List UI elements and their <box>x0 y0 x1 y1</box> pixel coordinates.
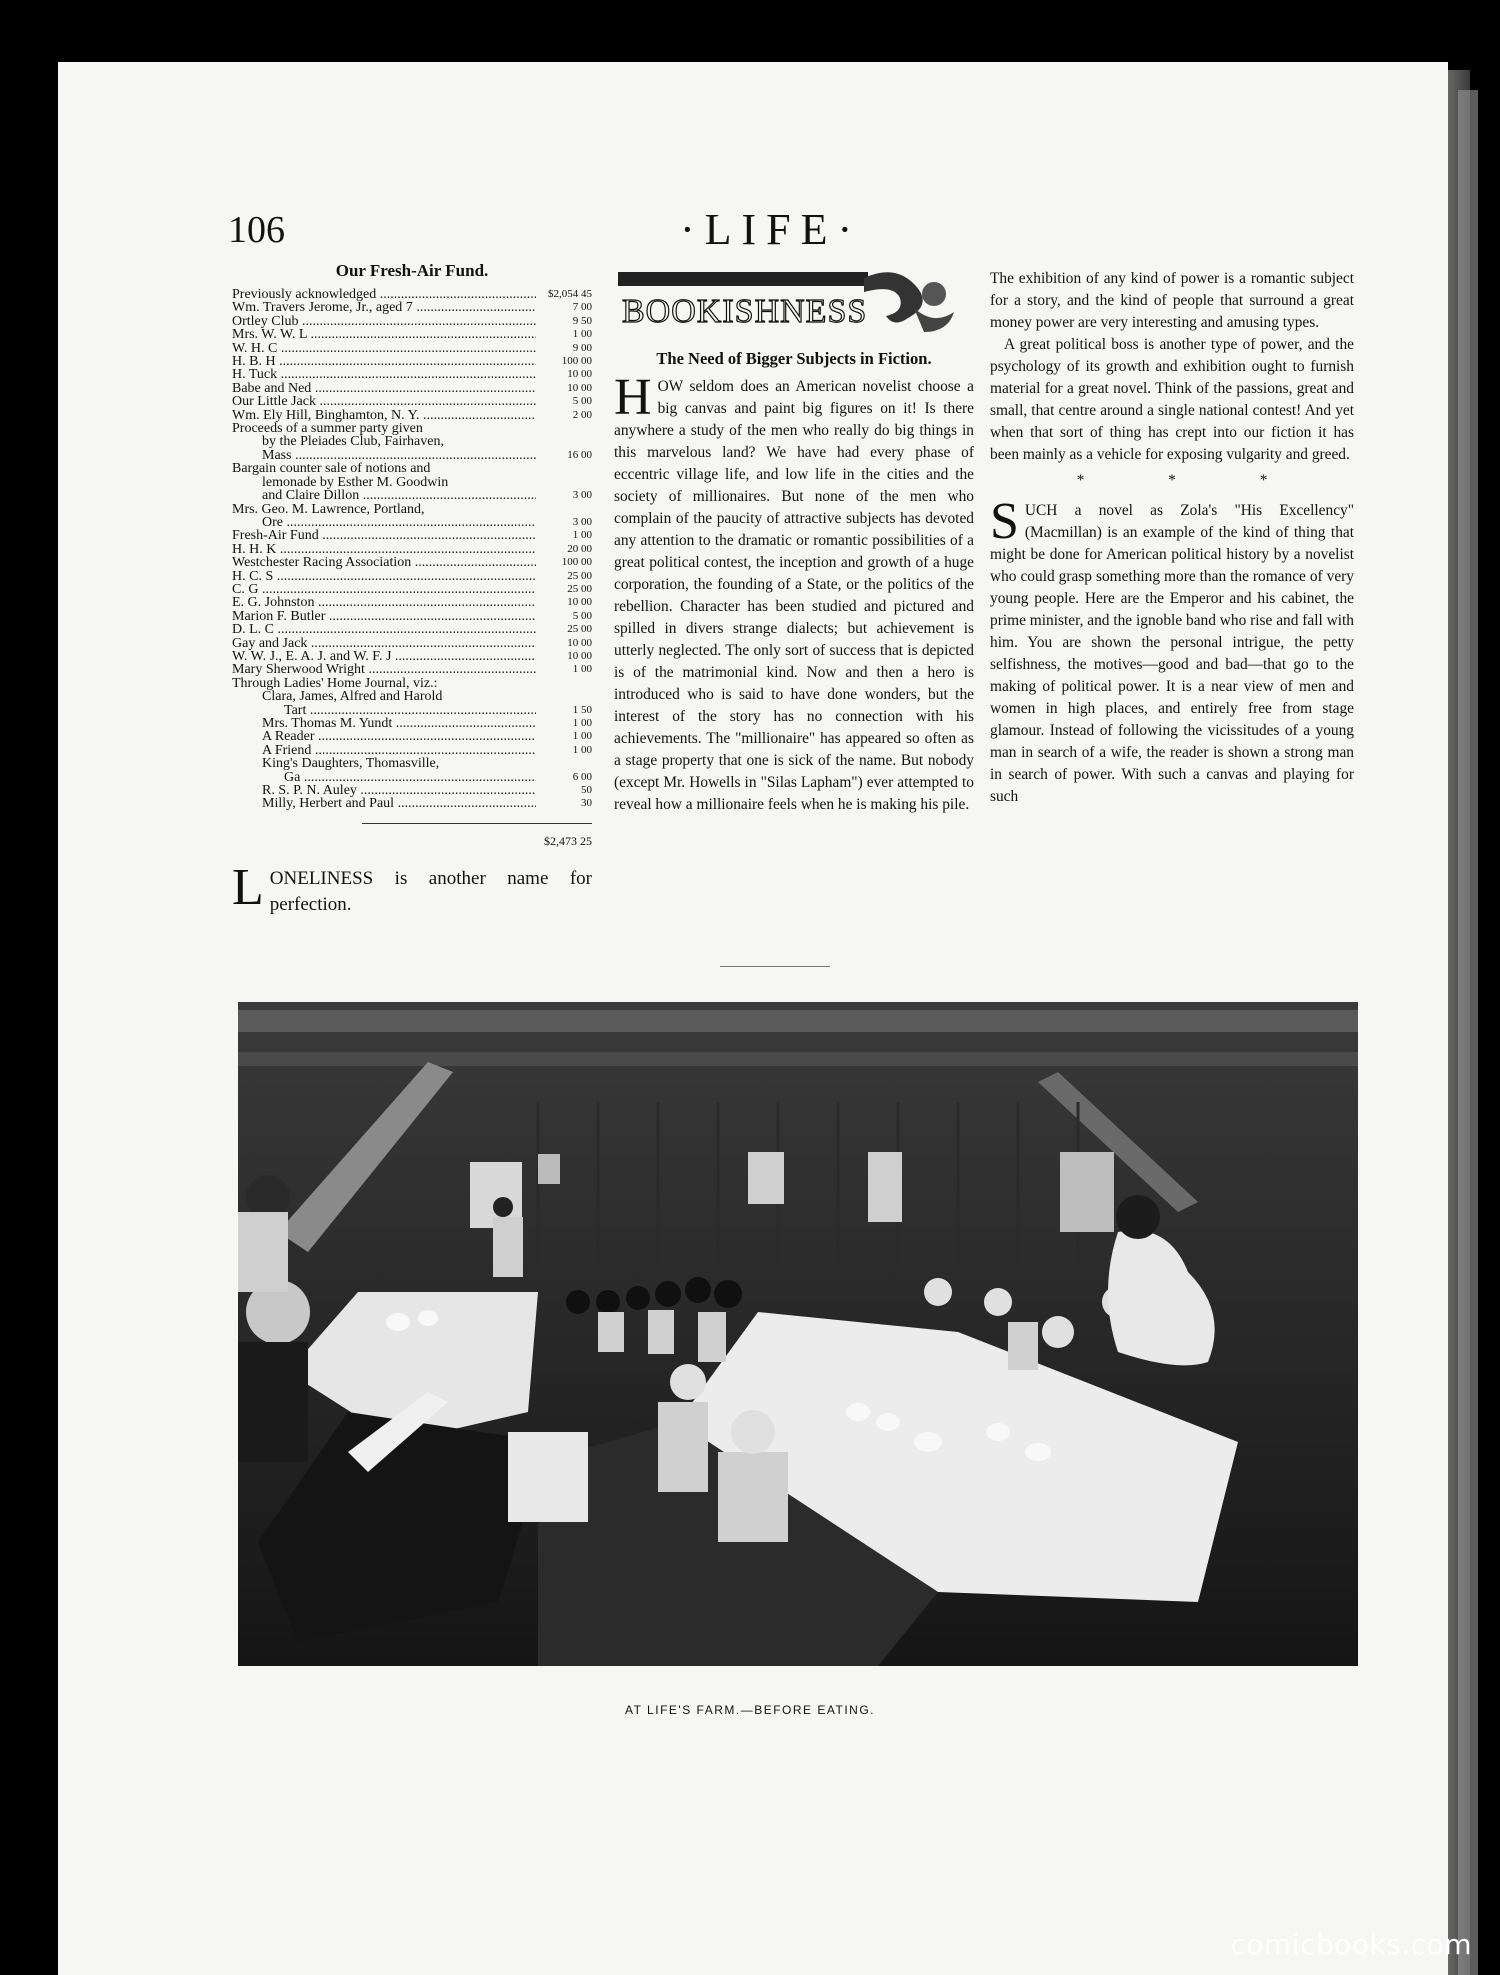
fund-row-amount: 3 00 <box>572 515 592 528</box>
masthead: ·LIFE· <box>680 205 863 254</box>
fund-row-amount: 16 00 <box>567 448 592 461</box>
section-break: * * * <box>1076 472 1308 489</box>
fund-row <box>232 556 592 569</box>
fund-row-name: Westchester Racing Association ..... <box>232 556 536 569</box>
fund-row <box>232 288 592 301</box>
fund-row-amount: 100 00 <box>561 355 592 368</box>
fund-row <box>232 610 592 623</box>
fund-row-name: lemonade by Esther M. Goodwin <box>262 475 449 490</box>
fund-row-amount: 3 00 <box>572 489 592 502</box>
fund-row-amount: 25 00 <box>567 623 592 636</box>
fund-row-name: Milly, Herbert and Paul ..... <box>232 797 536 810</box>
fund-row <box>232 409 592 422</box>
fund-row-amount: 1 00 <box>572 730 592 743</box>
fund-row <box>232 704 592 717</box>
article-title: The Need of Bigger Subjects in Fiction. <box>656 349 932 368</box>
fund-row-amount <box>536 757 592 770</box>
fund-row-name: Mrs. W. W. L ..... <box>232 328 536 341</box>
fund-row <box>232 797 592 810</box>
fund-row <box>232 623 592 636</box>
fund-row <box>232 663 592 676</box>
fund-row-name: H. H. K ..... <box>232 543 536 556</box>
fund-row <box>232 422 592 435</box>
fund-row <box>232 650 592 663</box>
fund-row-name: E. G. Johnston ..... <box>232 596 536 609</box>
article-continuation-column <box>990 268 1354 808</box>
fund-row-amount: 7 00 <box>572 301 592 314</box>
photo-caption: AT LIFE'S FARM.—BEFORE EATING. <box>625 1703 875 1717</box>
fund-row <box>232 596 592 609</box>
fund-row-name: Gay and Jack ..... <box>232 637 536 650</box>
fund-row <box>232 395 592 408</box>
fund-row-amount: 1 00 <box>572 743 592 756</box>
fund-row-amount: 5 00 <box>572 395 592 408</box>
fund-row-name: H. Tuck ..... <box>232 368 536 381</box>
drop-cap-h: H <box>614 369 652 426</box>
fund-row-name: Through Ladies' Home Journal, viz.: <box>232 676 438 691</box>
fund-row-amount: 1 00 <box>572 529 592 542</box>
fund-row-amount: 30 <box>581 797 592 810</box>
fund-row-amount: 1 00 <box>572 328 592 341</box>
loneliness-text: ONELINESS is another name for perfection. <box>269 867 592 915</box>
fund-row-name: Ore ..... <box>232 516 536 529</box>
fund-row-name: A Reader ..... <box>232 730 536 743</box>
fund-row <box>232 368 592 381</box>
fund-row <box>232 570 592 583</box>
fund-row-amount: 20 00 <box>567 542 592 555</box>
fund-row <box>232 476 592 489</box>
fund-row-amount: 1 00 <box>572 663 592 676</box>
fund-row-amount: 25 00 <box>567 569 592 582</box>
fund-row-name: R. S. P. N. Auley ..... <box>232 784 536 797</box>
fund-title: Our Fresh-Air Fund. <box>335 261 489 280</box>
fund-row <box>232 462 592 475</box>
drop-cap: L <box>232 858 264 916</box>
fund-row-name: Bargain counter sale of notions and <box>232 462 431 476</box>
fund-row-name: Previously acknowledged ..... <box>232 288 536 301</box>
fund-row-name: by the Pleiades Club, Fairhaven, <box>262 435 444 449</box>
fund-row <box>232 382 592 395</box>
article-paragraph-2: The exhibition of any kind of power is a romantic subject for a story, and the kind of people that surround a great money power are very interesting and amusing types. <box>990 270 1354 331</box>
fund-row-name: Babe and Ned ..... <box>232 382 536 395</box>
article-paragraph-3: A great political boss is another type of power, and the psychology of its growth and exhibition ought to furnish material for a great novel. Think of the passions, great and small, that centre around a single national contest! And yet when that sort of thing has crept into our fiction it has been mainly as a vehicle for exposing vulgarity and greed. <box>990 336 1354 463</box>
fund-row-name: H. B. H ..... <box>232 355 536 368</box>
fund-row-name: Fresh-Air Fund ..... <box>232 529 536 542</box>
fund-row-amount: 10 00 <box>567 636 592 649</box>
fund-row <box>232 301 592 314</box>
fund-row-amount <box>536 435 592 448</box>
article-text-1: OW seldom does an American novelist choose a big canvas and paint big figures on it! Is there anywhere a study of the men who really do big things in this marvelous land? We have had every phase of eccentric village life, and low life in the cities and the society of millionaires. But none of the men who complain of the paucity of attractive subjects has devoted any attention to the dramatic or romantic possibilities of a great political contest, the inception and growth of a huge corporation, the founding of a State, or the politics of the rebellion. Character has been studied and pictured and spilled in divers strange dialects; but achievement is utterly neglected. The only sort of success that is depicted is of the matrimonial kind. Now and then a hero is introduced who is said to have done wonders, but the interest of the story has no connection with his achievements. The "millionaire" has appeared so often as a stage property that one is sick of the name. But nobody (except Mr. Howells in "Silas Lapham") ever attempted to reveal how a millionaire feels when he is making his pile. <box>614 378 974 813</box>
fund-row <box>232 730 592 743</box>
article-paragraph-4 <box>990 493 1354 808</box>
fund-row <box>232 489 592 502</box>
fund-row <box>232 637 592 650</box>
fund-row <box>232 449 592 462</box>
fund-row <box>232 435 592 448</box>
fund-row-name: W. W. J., E. A. J. and W. F. J ..... <box>232 650 536 663</box>
banner-text: BOOKISHNESS <box>622 293 868 330</box>
fund-row <box>232 677 592 690</box>
fund-row-name: Proceeds of a summer party given <box>232 422 423 436</box>
fund-row-amount <box>536 690 592 703</box>
fund-row <box>232 771 592 784</box>
loneliness-paragraph <box>232 858 592 918</box>
fund-row-amount: 9 50 <box>572 314 592 327</box>
article-paragraph-1 <box>614 369 974 816</box>
fund-row-amount <box>536 503 592 516</box>
ornament-banner-icon <box>614 268 974 338</box>
fund-row-amount <box>536 462 592 475</box>
fund-row-name: Mrs. Thomas M. Yundt ..... <box>232 717 536 730</box>
fund-list <box>232 288 592 811</box>
drop-cap-s: S <box>990 493 1019 550</box>
fund-row-name: C. G ..... <box>232 583 536 596</box>
fund-row-name: D. L. C ..... <box>232 623 536 636</box>
fund-row <box>232 784 592 797</box>
divider-rule <box>720 966 830 967</box>
fund-row-name: King's Daughters, Thomasville, <box>262 757 440 771</box>
fund-row-amount <box>536 677 592 690</box>
fund-row <box>232 315 592 328</box>
dining-hall-photo <box>238 1002 1358 1666</box>
photo-illustration <box>238 1002 1358 1666</box>
fund-row-name: A Friend ..... <box>232 744 536 757</box>
fund-row-name: Wm. Ely Hill, Binghamton, N. Y. ..... <box>232 409 536 422</box>
fund-row-name: W. H. C ..... <box>232 342 536 355</box>
fund-row-name: Tart ..... <box>232 704 536 717</box>
fund-row <box>232 516 592 529</box>
fund-row-amount: 10 00 <box>567 649 592 662</box>
fund-row-amount: 5 00 <box>572 609 592 622</box>
fund-row <box>232 529 592 542</box>
fund-row <box>232 717 592 730</box>
fund-row-name: Mass ..... <box>232 449 536 462</box>
bookishness-column <box>614 268 974 816</box>
fund-row <box>232 342 592 355</box>
fund-row-amount: 1 00 <box>572 717 592 729</box>
fund-row-amount: 25 00 <box>567 582 592 595</box>
fund-row-name: H. C. S ..... <box>232 570 536 583</box>
fund-row-amount: 10 00 <box>567 596 592 609</box>
fund-row-amount: 1 50 <box>572 703 592 716</box>
fund-row <box>232 503 592 516</box>
fund-row-amount: $2,054 45 <box>548 288 592 300</box>
fund-row <box>232 355 592 368</box>
fund-row-amount: 9 00 <box>572 341 592 354</box>
fund-total: $2,473 25 <box>362 823 592 852</box>
book-spine-edge <box>1458 90 1478 1975</box>
fund-row <box>232 328 592 341</box>
fund-row-name: Mrs. Geo. M. Lawrence, Portland, <box>232 502 425 516</box>
fund-row <box>232 744 592 757</box>
fund-row-amount: 10 00 <box>567 381 592 394</box>
fund-row-amount: 2 00 <box>572 408 592 421</box>
fund-row-name: Mary Sherwood Wright ..... <box>232 663 536 676</box>
fund-row-name: Wm. Travers Jerome, Jr., aged 7 ..... <box>232 301 536 314</box>
fund-row <box>232 583 592 596</box>
fund-row <box>232 757 592 770</box>
fund-column <box>232 260 592 918</box>
fund-row-amount: 6 00 <box>572 770 592 783</box>
bookishness-banner <box>614 268 974 338</box>
page-number: 106 <box>228 209 285 251</box>
fund-row <box>232 543 592 556</box>
watermark: comicbooks.com <box>1230 1928 1472 1961</box>
fund-row <box>232 690 592 703</box>
fund-row-amount <box>536 422 592 435</box>
fund-row-amount: 100 00 <box>561 556 592 569</box>
fund-row-name: Marion F. Butler ..... <box>232 610 536 623</box>
fund-row-name: Ga ..... <box>232 771 536 784</box>
fund-row-name: Ortley Club ..... <box>232 315 536 328</box>
fund-row-name: Our Little Jack ..... <box>232 395 536 408</box>
fund-row-amount <box>536 476 592 489</box>
article-text-4: UCH a novel as Zola's "His Excellency" (Macmillan) is an example of the kind of thing that might be done for American political history by a novelist who could grasp something more than the romance of very young people. Here are the Emperor and his cabinet, the prime minister, and the ignoble band who rise and fall with him. You are shown the personal intrigue, the petty selfishness, the motives—good and bad—that go to the making of political power. It is a near view of men and women in high places, and entirely free from stage glamour. Instead of following the vicissitudes of a young man in search of a wife, the reader is shown a strong man in search of power. With such a canvas and playing for such <box>990 502 1354 805</box>
fund-row-amount: 10 00 <box>567 368 592 381</box>
fund-row-name: and Claire Dillon ..... <box>232 489 536 502</box>
fund-row-amount: 50 <box>581 784 592 797</box>
fund-row-name: Clara, James, Alfred and Harold <box>262 690 443 704</box>
